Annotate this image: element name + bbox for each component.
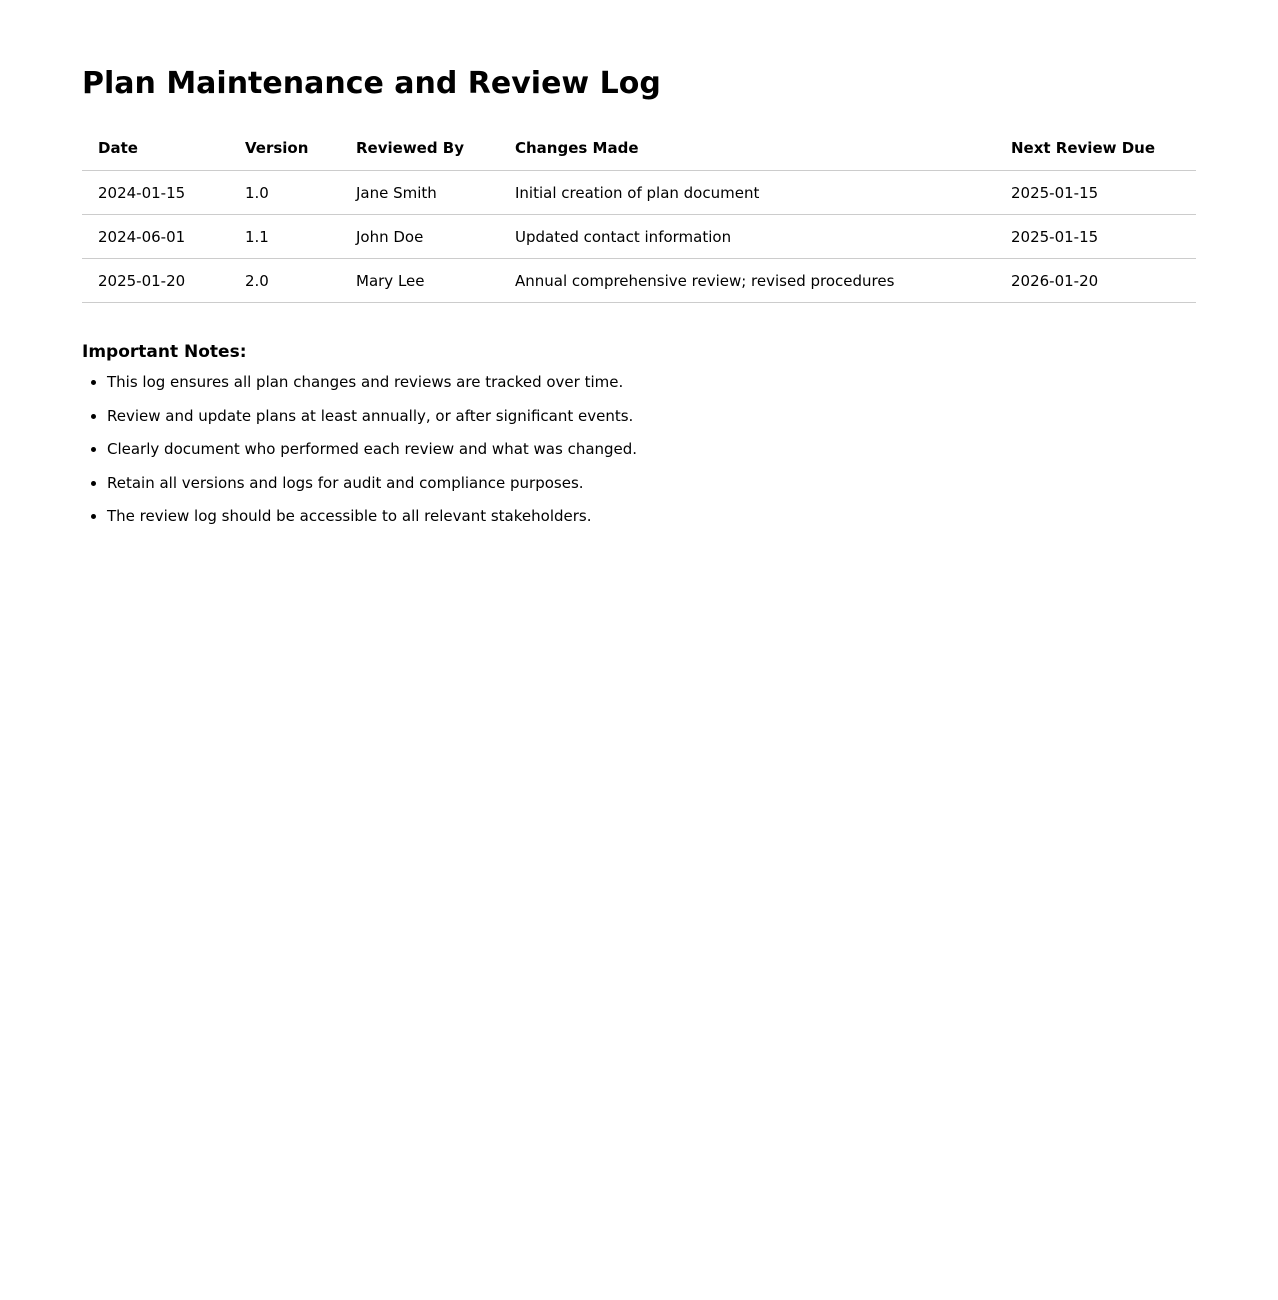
cell-changes-made: Annual comprehensive review; revised procedures — [499, 259, 995, 303]
cell-date: 2024-06-01 — [82, 215, 229, 259]
table-row — [82, 171, 1196, 215]
document-page — [0, 0, 1278, 526]
cell-next-review-due: 2025-01-15 — [995, 215, 1196, 259]
notes-list — [82, 372, 1196, 526]
list-item: • Retain all versions and logs for audit and compliance purposes. — [107, 473, 1196, 493]
cell-date: 2024-01-15 — [82, 171, 229, 215]
column-header-changes-made: Changes Made — [499, 126, 995, 171]
cell-version: 2.0 — [229, 259, 340, 303]
column-header-next-review-due: Next Review Due — [995, 126, 1196, 171]
column-header-date: Date — [82, 126, 229, 171]
cell-reviewed-by: Jane Smith — [340, 171, 499, 215]
table-row — [82, 215, 1196, 259]
cell-next-review-due: 2025-01-15 — [995, 171, 1196, 215]
column-header-reviewed-by: Reviewed By — [340, 126, 499, 171]
list-item: • Review and update plans at least annually, or after significant events. — [107, 406, 1196, 426]
cell-next-review-due: 2026-01-20 — [995, 259, 1196, 303]
column-header-version: Version — [229, 126, 340, 171]
table-header-row — [82, 126, 1196, 171]
cell-changes-made: Updated contact information — [499, 215, 995, 259]
list-item: • Clearly document who performed each review and what was changed. — [107, 439, 1196, 459]
table-row — [82, 259, 1196, 303]
table-header — [82, 126, 1196, 171]
cell-date: 2025-01-20 — [82, 259, 229, 303]
list-item: • The review log should be accessible to all relevant stakeholders. — [107, 506, 1196, 526]
cell-version: 1.0 — [229, 171, 340, 215]
cell-version: 1.1 — [229, 215, 340, 259]
review-log-table — [82, 126, 1196, 303]
list-item: • This log ensures all plan changes and reviews are tracked over time. — [107, 372, 1196, 392]
cell-reviewed-by: John Doe — [340, 215, 499, 259]
notes-heading: Important Notes: — [82, 342, 247, 362]
cell-reviewed-by: Mary Lee — [340, 259, 499, 303]
table-body — [82, 171, 1196, 303]
page-title: Plan Maintenance and Review Log — [82, 66, 661, 101]
cell-changes-made: Initial creation of plan document — [499, 171, 995, 215]
